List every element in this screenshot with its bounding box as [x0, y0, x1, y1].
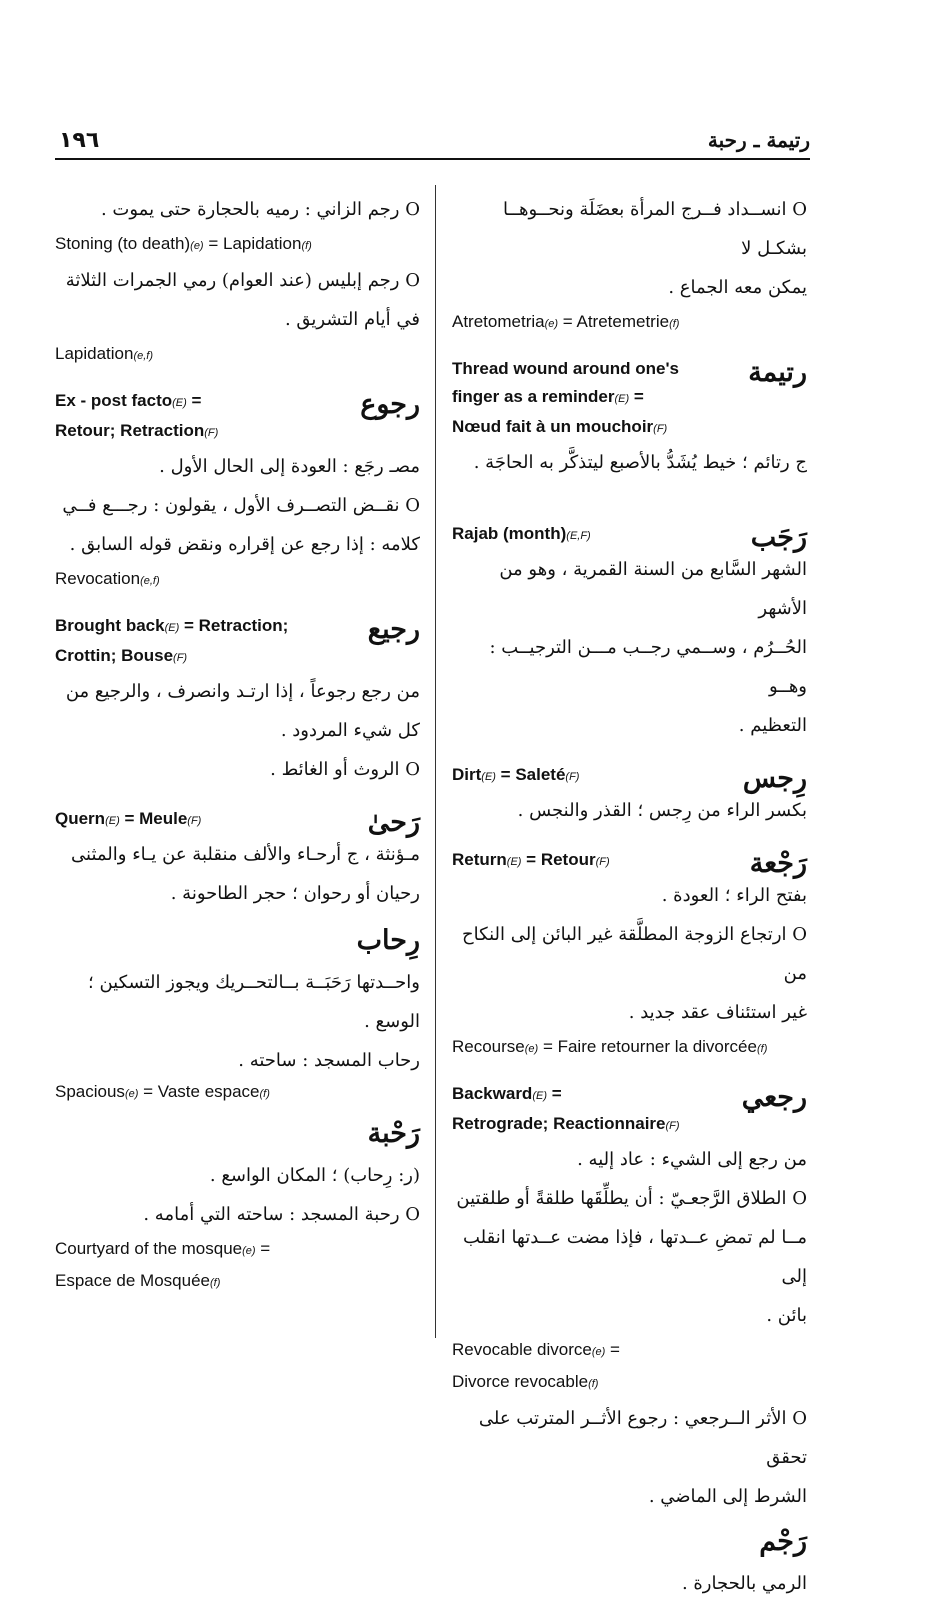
right-column	[452, 190, 807, 1603]
arabic-definition: الوسع .	[364, 1011, 420, 1032]
intro-english-line: Atretometria(e) = Atretemetrie(f)	[452, 312, 680, 331]
english-gloss: Backward(E) =	[452, 1084, 562, 1103]
arabic-definition: (ر: رِحاب) ؛ المكان الواسع .	[209, 1165, 420, 1186]
arabic-definition: رحاب المسجد : ساحته .	[238, 1050, 420, 1071]
english-equivalent: Spacious(e) = Vaste espace(f)	[55, 1082, 270, 1101]
arabic-definition: الرمي بالحجارة .	[681, 1573, 807, 1594]
arabic-definition: الحُــرُم ، وســمي رجــب مـــن الترجيــب : وهــو	[489, 637, 807, 697]
arabic-definition: بكسر الراء من رِجس ؛ القذر والنجس .	[517, 800, 807, 821]
english-gloss: Retour; Retraction(F)	[55, 421, 219, 440]
english-equivalent: Revocable divorce(e) =	[452, 1340, 620, 1359]
intro-arabic-line: O انســداد فــرج المرأة بعضَلَة ونحــوهــا بشكـل لا	[502, 199, 807, 259]
english-gloss: Rajab (month)(E,F)	[452, 524, 591, 543]
entry-headword: رَجَب	[750, 522, 807, 553]
english-equivalent: Revocation(e,f)	[55, 569, 160, 588]
arabic-definition: غير استئناف عقد جديد .	[628, 1002, 807, 1023]
entry-headword: رِحاب	[356, 925, 420, 956]
english-gloss: Ex - post facto(E) =	[55, 391, 202, 410]
entry-headword: رَجْم	[759, 1526, 807, 1557]
entry-headword: رجعي	[741, 1082, 807, 1113]
page-number: ١٩٦	[59, 128, 100, 153]
arabic-definition: رحيان أو رحوان ؛ حجر الطاحونة .	[170, 883, 420, 904]
arabic-definition: بائن .	[766, 1305, 807, 1326]
dictionary-entry	[55, 919, 420, 1106]
column-divider	[435, 185, 436, 1338]
dictionary-entry	[55, 612, 420, 789]
arabic-definition: مـؤنثة ، ج أرحـاء والألف منقلبة عن يـاء والمثنى	[71, 844, 420, 865]
entry-headword: رجوع	[360, 389, 420, 420]
page-header	[55, 128, 810, 154]
dictionary-entry	[452, 846, 807, 1064]
arabic-definition: كلامه : إذا رجع عن إقراره ونقض قوله السابق .	[69, 534, 420, 555]
arabic-definition: O ارتجاع الزوجة المطلَّقة غير البائن إلى النكاح من	[462, 924, 807, 984]
intro-arabic-line: O رجم الزاني : رميه بالحجارة حتى يموت .	[100, 199, 420, 220]
header-rule	[55, 158, 810, 160]
arabic-definition: مصـ رجَع : العودة إلى الحال الأول .	[159, 456, 420, 477]
english-gloss: Retrograde; Reactionnaire(F)	[452, 1114, 680, 1133]
arabic-definition: التعظيم .	[738, 715, 807, 736]
arabic-definition: O رحبة المسجد : ساحته التي أمامه .	[143, 1204, 420, 1225]
arabic-definition: من رجع إلى الشيء : عاد إليه .	[577, 1149, 807, 1170]
entry-headword: رتيمة	[748, 357, 807, 388]
english-gloss: finger as a reminder(E) =	[452, 387, 644, 406]
english-gloss: Crottin; Bouse(F)	[55, 646, 188, 665]
english-equivalent: Espace de Mosquée(f)	[55, 1271, 221, 1290]
arabic-definition: O نقــض التصــرف الأول ، يقولون : رجـــع فــي	[62, 495, 420, 516]
english-gloss: Return(E) = Retour(F)	[452, 850, 610, 869]
entry-headword: رَحىٰ	[367, 807, 420, 838]
arabic-definition: O الطلاق الرَّجعـيّ : أن يطلِّقَها طلقةً أو طلقتين	[456, 1188, 807, 1209]
dictionary-entry	[452, 1080, 807, 1516]
arabic-definition: واحــدتها رَحَبَــة بــالتحــريك ويجوز التسكين ؛	[88, 972, 420, 993]
english-gloss: Thread wound around one's	[452, 359, 679, 378]
intro-arabic-line: في أيام التشريق .	[284, 309, 420, 330]
english-equivalent: Recourse(e) = Faire retourner la divorcée(f)	[452, 1037, 768, 1056]
arabic-definition: من رجع رجوعاً ، إذا ارتـد وانصرف ، والرجيع من	[65, 681, 420, 702]
english-equivalent: Courtyard of the mosque(e) =	[55, 1239, 271, 1258]
arabic-definition: كل شيء المردود .	[280, 720, 420, 741]
arabic-definition: الشهر السَّابع من السنة القمرية ، وهو من الأشهر	[499, 559, 807, 619]
arabic-definition: O الأثر الــرجعي : رجوع الأثــر المترتب على تحقق	[478, 1408, 807, 1468]
entry-headword: رجيع	[367, 614, 420, 645]
left-column	[55, 190, 420, 1298]
entry-headword: رِجس	[742, 763, 807, 794]
english-gloss: Quern(E) = Meule(F)	[55, 809, 202, 828]
dictionary-entry	[55, 1112, 420, 1298]
dictionary-entry	[452, 520, 807, 745]
arabic-definition: بفتح الراء ؛ العودة .	[661, 885, 807, 906]
arabic-definition: ج رتائم ؛ خيط يُشَدُّ بالأصبع ليتذكَّر به الحاجَة .	[473, 452, 807, 473]
arabic-definition: الشرط إلى الماضي .	[648, 1486, 807, 1507]
english-gloss: Nœud fait à un mouchoir(F)	[452, 417, 668, 436]
english-equivalent: Stoning (to death)(e) = Lapidation(f)	[55, 234, 312, 253]
intro-arabic-line: يمكن معه الجماع .	[668, 277, 807, 298]
dictionary-entry	[55, 805, 420, 913]
english-equivalent: Lapidation(e,f)	[55, 344, 154, 363]
intro-arabic-line: O رجم إبليس (عند العوام) رمي الجمرات الثلاثة	[65, 270, 420, 291]
dictionary-entry	[452, 1520, 807, 1603]
english-equivalent: Divorce revocable(f)	[452, 1372, 599, 1391]
dictionary-entry	[452, 761, 807, 830]
dictionary-entry	[452, 355, 807, 482]
arabic-definition: مــا لم تمضِ عــدتها ، فإذا مضت عــدتها انقلب إلى	[462, 1227, 807, 1287]
arabic-definition: O الروث أو الغائط .	[270, 759, 420, 780]
dictionary-entry	[55, 387, 420, 596]
entry-headword: رَجْعة	[749, 848, 807, 879]
english-gloss: Brought back(E) = Retraction;	[55, 616, 289, 635]
english-gloss: Dirt(E) = Saleté(F)	[452, 765, 580, 784]
entry-headword: رَحْبة	[367, 1118, 420, 1149]
running-head: رتيمة ـ رحبة	[707, 128, 810, 152]
